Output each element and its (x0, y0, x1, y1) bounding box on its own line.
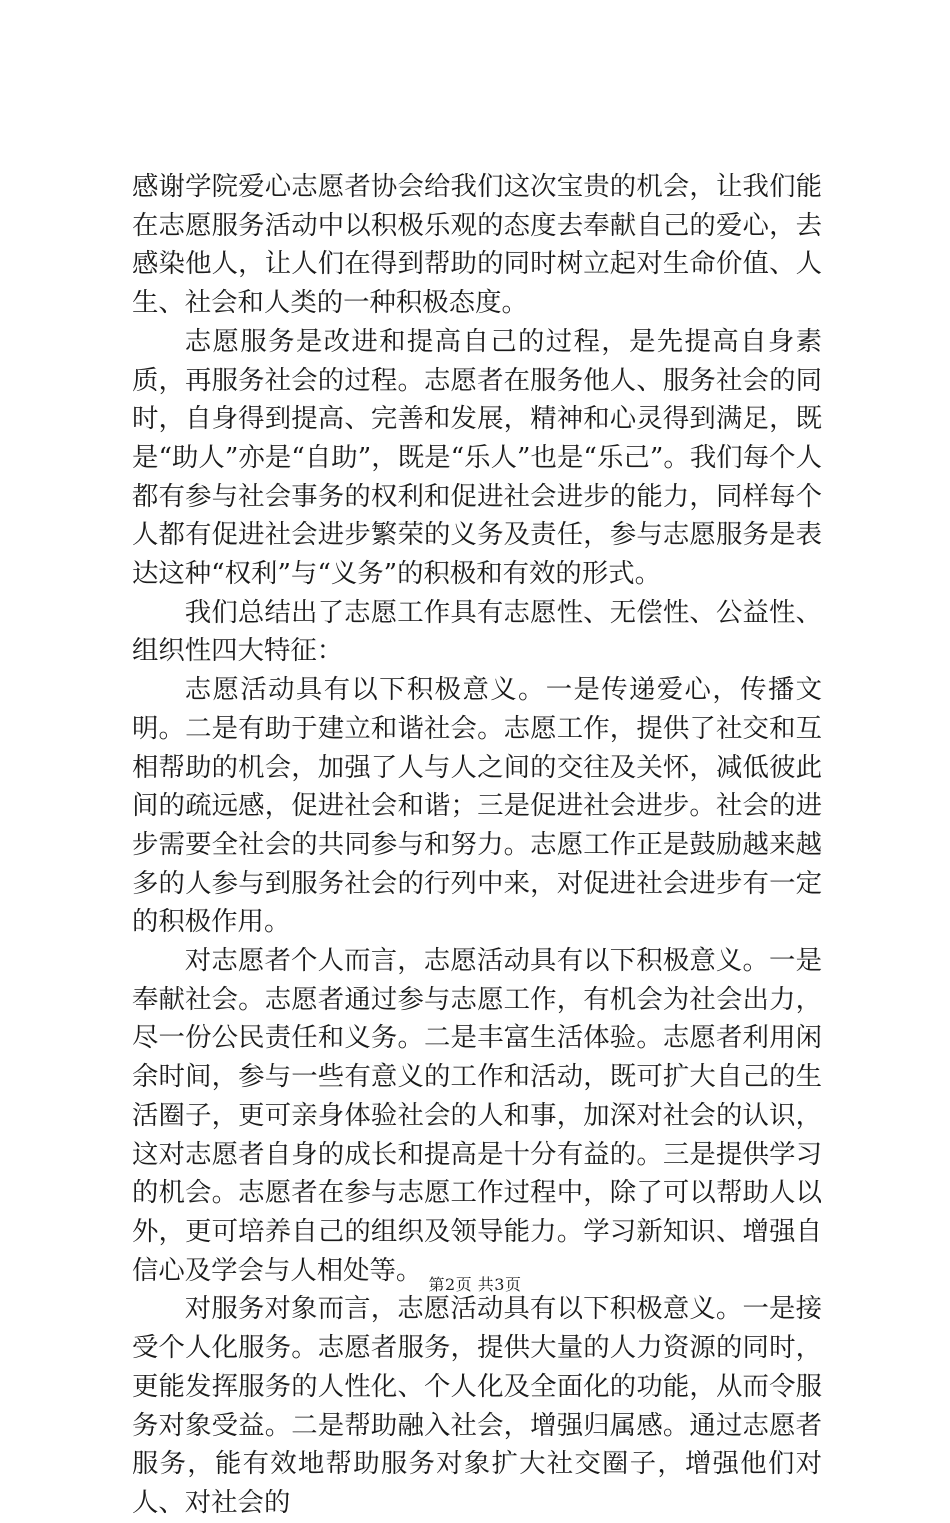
paragraph-1: 感谢学院爱心志愿者协会给我们这次宝贵的机会，让我们能在志愿服务活动中以积极乐观的态度去奉献自己的爱心，去感染他人，让人们在得到帮助的同时树立起对生命价值、人生、社会和人类的一种积极态度。 (132, 171, 822, 319)
paragraph-3: 我们总结出了志愿工作具有志愿性、无偿性、公益性、组织性四大特征： (132, 596, 822, 667)
paragraph-4: 志愿活动具有以下积极意义。一是传递爱心，传播文明。二是有助于建立和谐社会。志愿工作，提供了社交和互相帮助的机会，加强了人与人之间的交往及关怀，减低彼此间的疏远感，促进社会和谐；三是促进社会进步。社会的进步需要全社会的共同参与和努力。志愿工作正是鼓励越来越多的人参与到服务社会的行列中来，对促进社会进步有一定的积极作用。 (132, 674, 822, 938)
paragraph-2: 志愿服务是改进和提高自己的过程，是先提高自身素质，再服务社会的过程。志愿者在服务他人、服务社会的同时，自身得到提高、完善和发展，精神和心灵得到满足，既是“助人”亦是“自助”，既是“乐人”也是“乐己”。我们每个人都有参与社会事务的权利和促进社会进步的能力，同样每个人都有促进社会进步繁荣的义务及责任，参与志愿服务是表达这种“权利”与“义务”的积极和有效的形式。 (132, 325, 822, 590)
paragraph-6: 对服务对象而言，志愿活动具有以下积极意义。一是接受个人化服务。志愿者服务，提供大量的人力资源的同时，更能发挥服务的人性化、个人化及全面化的功能，从而令服务对象受益。二是帮助融入社会，增强归属感。通过志愿者服务，能有效地帮助服务对象扩大社交圈子，增强他们对人、对社会的 (132, 1293, 822, 1518)
document-body (132, 168, 822, 1523)
paragraph-5: 对志愿者个人而言，志愿活动具有以下积极意义。一是奉献社会。志愿者通过参与志愿工作，有机会为社会出力，尽一份公民责任和义务。二是丰富生活体验。志愿者利用闲余时间，参与一些有意义的工作和活动，既可扩大自己的生活圈子，更可亲身体验社会的人和事，加深对社会的认识，这对志愿者自身的成长和提高是十分有益的。三是提供学习的机会。志愿者在参与志愿工作过程中，除了可以帮助人以外，更可培养自己的组织及领导能力。学习新知识、增强自信心及学会与人相处等。 (132, 945, 822, 1286)
page-number-footer: 第2页 共3页 (428, 1275, 522, 1294)
